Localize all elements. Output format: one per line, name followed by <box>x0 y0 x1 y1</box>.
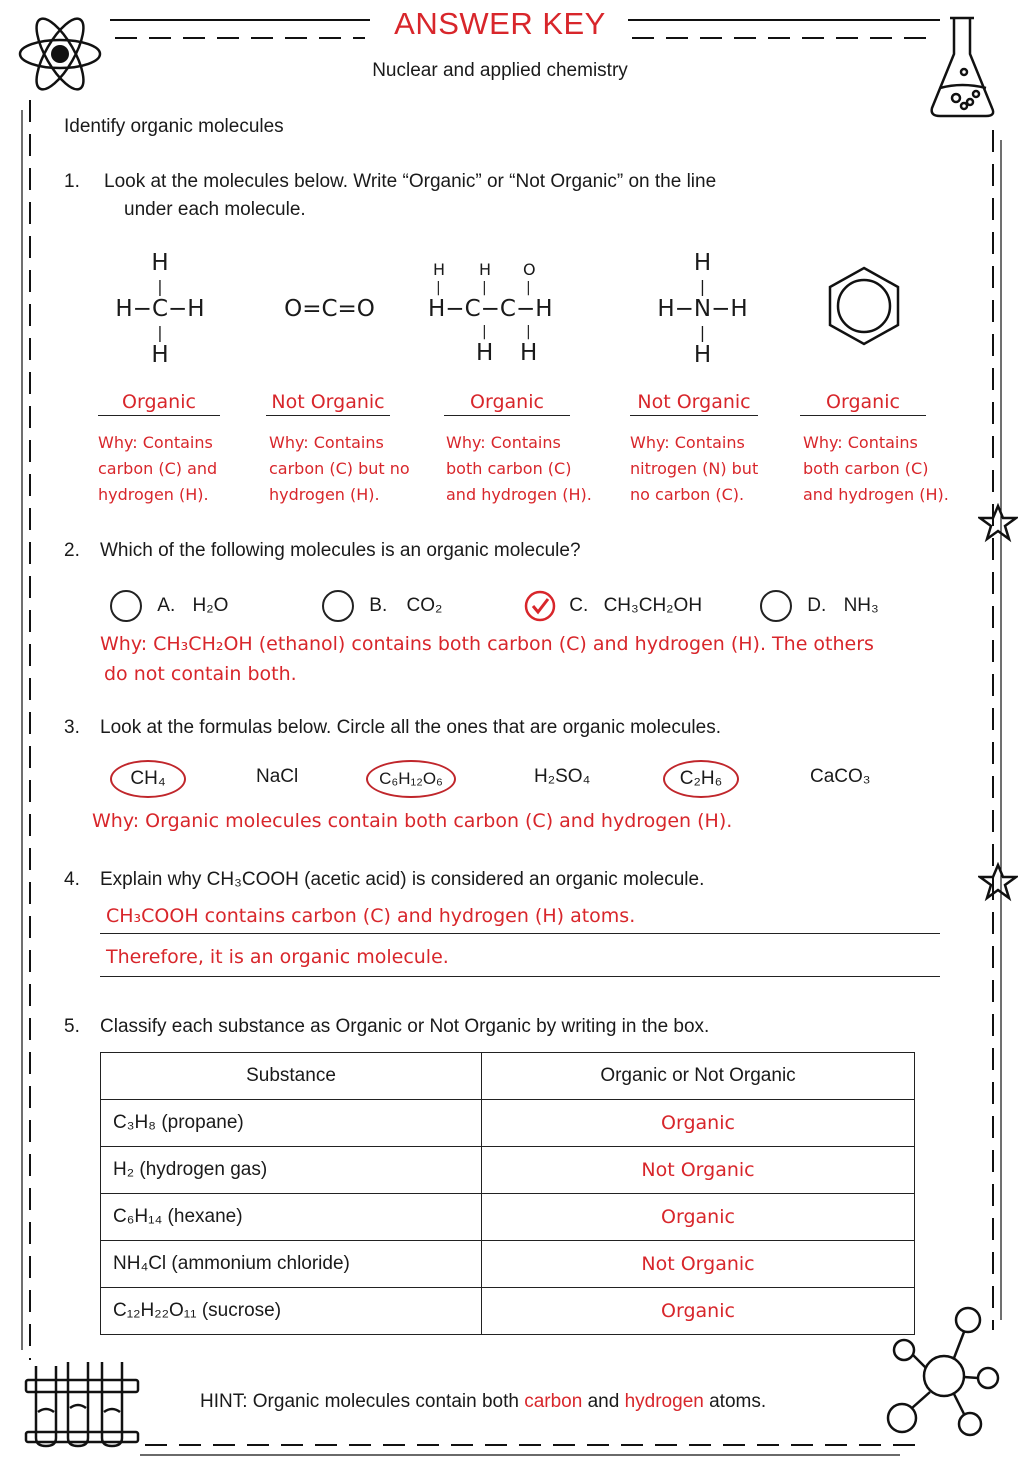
q3-number: 3. <box>64 717 80 738</box>
radio-circle-icon <box>110 590 142 622</box>
q1-number: 1. <box>64 171 80 192</box>
table-row <box>101 1147 915 1194</box>
q4-text: Explain why CH₃COOH (acetic acid) is considered an organic molecule. <box>100 869 705 890</box>
table-row <box>101 1194 915 1241</box>
molecule-acetaldehyde: H H O | | | H−C−C−H | | H H <box>428 260 553 366</box>
q2-number: 2. <box>64 540 80 561</box>
q3-formula-c6h12o6[interactable]: C₆H₁₂O₆ <box>366 760 456 798</box>
q3-formula-nacl[interactable]: NaCl <box>256 766 299 787</box>
table-cell-substance: H₂ (hydrogen gas) <box>101 1147 482 1194</box>
table-row <box>101 1100 915 1147</box>
q3-formula-ch4[interactable]: CH₄ <box>110 760 186 798</box>
table-header-classification: Organic or Not Organic <box>482 1053 915 1100</box>
q4-answer-line2: Therefore, it is an organic molecule. <box>100 946 940 977</box>
q1-why-2: Why: Contains carbon (C) but no hydrogen (H). <box>269 433 410 504</box>
q2-option-c[interactable]: C. CH₃CH₂OH <box>524 590 702 622</box>
q1-text-line1: Look at the molecules below. Write “Organic” or “Not Organic” on the line <box>104 171 717 192</box>
table-cell-substance: C₃H₈ (propane) <box>101 1100 482 1147</box>
q2-why-line1: Why: CH₃CH₂OH (ethanol) contains both carbon (C) and hydrogen (H). The others <box>100 633 874 655</box>
page-title: ANSWER KEY <box>394 6 606 41</box>
q1-answer-2: Not Organic <box>266 391 390 416</box>
q2-text: Which of the following molecules is an organic molecule? <box>100 540 581 561</box>
table-cell-answer[interactable]: Organic <box>482 1288 915 1335</box>
table-row <box>101 1241 915 1288</box>
q5-text: Classify each substance as Organic or Not Organic by writing in the box. <box>100 1016 710 1037</box>
star-icon <box>978 862 1018 902</box>
hint-text: HINT: Organic molecules contain both carbon and hydrogen atoms. <box>200 1391 767 1412</box>
test-tubes-icon <box>22 1352 142 1452</box>
hint-carbon: carbon <box>524 1391 583 1412</box>
q2-why-line2: do not contain both. <box>104 663 297 685</box>
table-cell-substance: C₁₂H₂₂O₁₁ (sucrose) <box>101 1288 482 1335</box>
table-cell-answer[interactable]: Organic <box>482 1194 915 1241</box>
q4-answer-line1: CH₃COOH contains carbon (C) and hydrogen (H) atoms. <box>100 905 940 934</box>
q1-answer-1: Organic <box>98 391 220 416</box>
classification-table <box>100 1052 915 1335</box>
q3-why: Why: Organic molecules contain both carbon (C) and hydrogen (H). <box>92 810 733 832</box>
q1-why-1: Why: Contains carbon (C) and hydrogen (H). <box>98 433 218 504</box>
q2-option-d[interactable]: D. NH₃ <box>760 590 879 622</box>
q1-answer-4: Not Organic <box>630 391 758 416</box>
benzene-icon <box>822 264 906 348</box>
q1-why-5: Why: Contains both carbon (C) and hydrogen (H). <box>803 433 949 504</box>
q3-formula-c2h6[interactable]: C₂H₆ <box>663 760 739 798</box>
hint-hydrogen: hydrogen <box>624 1391 704 1412</box>
q2-option-b[interactable]: B. CO₂ <box>322 590 442 622</box>
radio-circle-icon <box>322 590 354 622</box>
molecule-co2: O=C=O <box>284 296 375 322</box>
checked-circle-icon <box>524 590 558 622</box>
star-icon <box>978 503 1018 543</box>
q1-why-4: Why: Contains nitrogen (N) but no carbon (C). <box>630 433 759 504</box>
q4-number: 4. <box>64 869 80 890</box>
table-cell-answer[interactable]: Organic <box>482 1100 915 1147</box>
q1-why-3: Why: Contains both carbon (C) and hydrogen (H). <box>446 433 592 504</box>
q2-option-a[interactable]: A. H₂O <box>110 590 228 622</box>
molecule-methane: H | H−C−H | H <box>115 250 205 368</box>
q1-answer-3: Organic <box>444 391 570 416</box>
table-cell-answer[interactable]: Not Organic <box>482 1241 915 1288</box>
q1-answer-5: Organic <box>800 391 926 416</box>
table-cell-answer[interactable]: Not Organic <box>482 1147 915 1194</box>
table-cell-substance: NH₄Cl (ammonium chloride) <box>101 1241 482 1288</box>
table-header-substance: Substance <box>101 1053 482 1100</box>
section-title: Identify organic molecules <box>64 116 284 137</box>
q5-number: 5. <box>64 1016 80 1037</box>
q3-formula-caco3[interactable]: CaCO₃ <box>810 766 871 787</box>
table-cell-substance: C₆H₁₄ (hexane) <box>101 1194 482 1241</box>
page-subtitle: Nuclear and applied chemistry <box>372 60 628 81</box>
q1-text-line2: under each molecule. <box>124 199 306 220</box>
radio-circle-icon <box>760 590 792 622</box>
molecule-ammonia: H | H−N−H | H <box>657 250 748 368</box>
q3-text: Look at the formulas below. Circle all the ones that are organic molecules. <box>100 717 721 738</box>
q3-formula-h2so4[interactable]: H₂SO₄ <box>534 766 591 787</box>
table-header-row <box>101 1053 915 1100</box>
table-row <box>101 1288 915 1335</box>
